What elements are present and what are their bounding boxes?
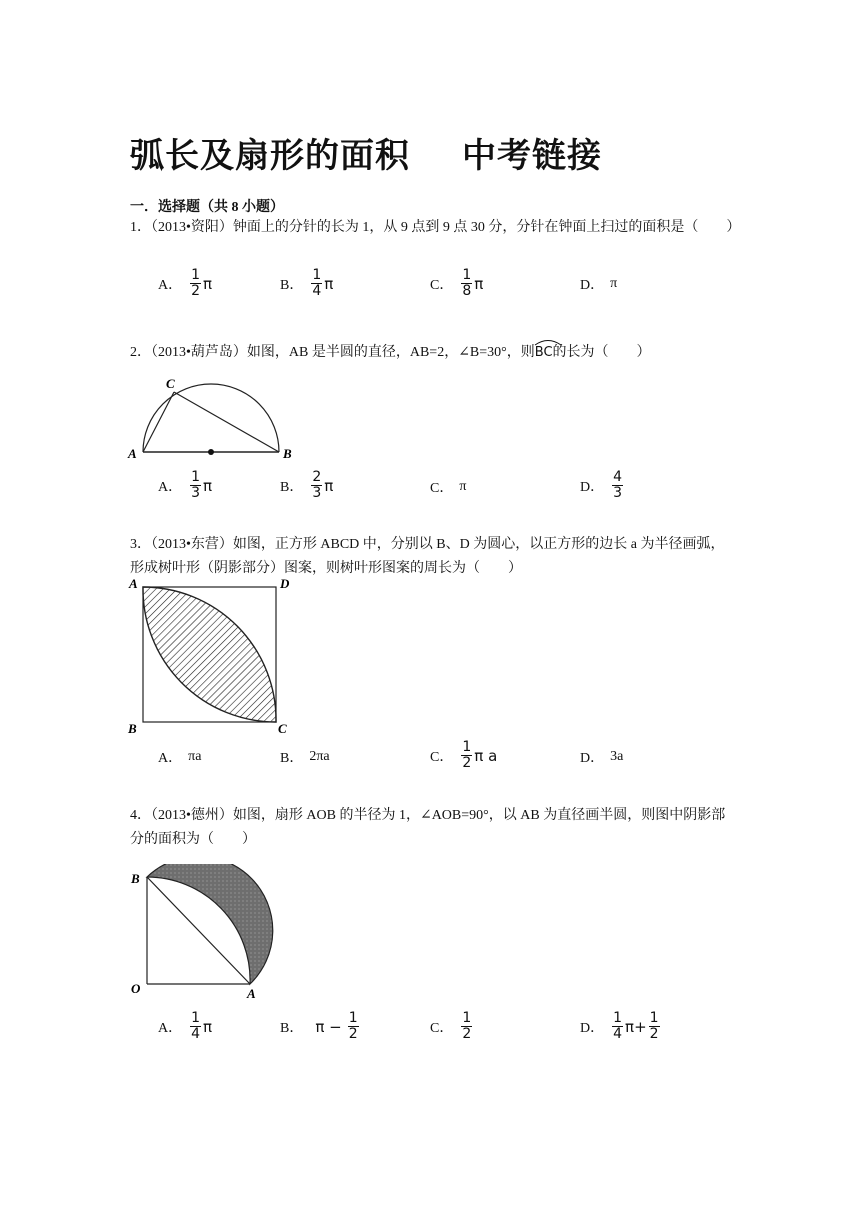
- fraction: $\frac{1}{2}$: [191, 267, 201, 299]
- q2-semicircle-figure: [126, 372, 296, 464]
- title-sub: 中考链接: [462, 136, 602, 176]
- label-a: A: [247, 986, 256, 1001]
- page-title: [130, 128, 602, 177]
- label-a: A: [129, 576, 138, 591]
- fraction: $\frac{1}{2}$: [462, 1010, 472, 1042]
- fraction: $\frac{1}{2}$: [348, 1010, 358, 1042]
- q2-option-c: C． π: [430, 479, 467, 496]
- fraction: $\frac{1}{2}$: [462, 739, 472, 771]
- label-a: A: [128, 446, 137, 461]
- q4-option-b: B． π − $\frac{1}{2}$: [280, 1010, 358, 1042]
- label-d: D: [280, 576, 290, 591]
- question-1-stem: 1．（2013•资阳）钟面上的分针的长为 1，从 9 点到 9 点 30 分，分针在钟面上扫过的面积是（ ）: [130, 220, 741, 235]
- q4-option-a: A． $\frac{1}{4}$ π: [158, 1010, 213, 1042]
- q3-option-a: A． πa: [158, 749, 202, 766]
- label-c: C: [278, 721, 287, 736]
- label-b: B: [131, 871, 140, 886]
- title-main: 弧长及扇形的面积: [130, 136, 410, 176]
- fraction: $\frac{1}{3}$: [191, 469, 201, 501]
- question-4-stem: 4．（2013•德州）如图，扇形 AOB 的半径为 1，∠AOB=90°，以 AB 为直径画半圆，则图中阴影部分的面积为（ ）: [130, 808, 726, 847]
- q2-option-a: A． $\frac{1}{3}$ π: [158, 469, 213, 501]
- q3-leaf-figure: [126, 576, 296, 738]
- fraction: $\frac{1}{4}$: [312, 267, 322, 299]
- q3-option-c: C． $\frac{1}{2}$ π a: [430, 739, 498, 771]
- question-3-stem: 3．（2013•东营）如图，正方形 ABCD 中，分别以 B、D 为圆心，以正方形的边长 a 为半径画弧，形成树叶形（阴影部分）图案，则树叶形图案的周长为（ ）: [130, 537, 725, 576]
- fraction: $\frac{1}{4}$: [191, 1010, 201, 1042]
- arc-label: BC: [534, 345, 553, 360]
- label-b: B: [128, 721, 137, 736]
- q2-option-b: B． $\frac{2}{3}$ π: [280, 469, 334, 501]
- arc-symbol: [533, 338, 563, 346]
- section-heading: 一．选择题（共 8 小题）: [130, 200, 284, 215]
- q1-option-d: D． π: [580, 276, 618, 293]
- fraction: $\frac{1}{2}$: [649, 1010, 659, 1042]
- fraction: $\frac{4}{3}$: [613, 469, 623, 501]
- q3-option-d: D． 3a: [580, 749, 624, 766]
- fraction: $\frac{2}{3}$: [312, 469, 322, 501]
- q4-option-c: C． $\frac{1}{2}$: [430, 1010, 472, 1042]
- q2-option-d: D． $\frac{4}{3}$: [580, 469, 623, 501]
- q4-sector-figure: [126, 864, 286, 1004]
- label-b: B: [283, 446, 292, 461]
- question-2-stem: 2．（2013•葫芦岛）如图，AB 是半圆的直径，AB=2，∠B=30°，则 BC的长为（ ）: [130, 341, 734, 365]
- q1-option-a: A． $\frac{1}{2}$ π: [158, 267, 213, 299]
- label-c: C: [166, 376, 175, 391]
- q1-option-b: B． $\frac{1}{4}$ π: [280, 267, 334, 299]
- fraction: $\frac{1}{4}$: [613, 1010, 623, 1042]
- q3-option-b: B． 2πa: [280, 749, 330, 766]
- fraction: $\frac{1}{8}$: [462, 267, 472, 299]
- q1-option-c: C． $\frac{1}{8}$ π: [430, 267, 484, 299]
- label-o: O: [131, 981, 141, 996]
- q4-option-d: D． $\frac{1}{4}$ π+ $\frac{1}{2}$: [580, 1010, 659, 1042]
